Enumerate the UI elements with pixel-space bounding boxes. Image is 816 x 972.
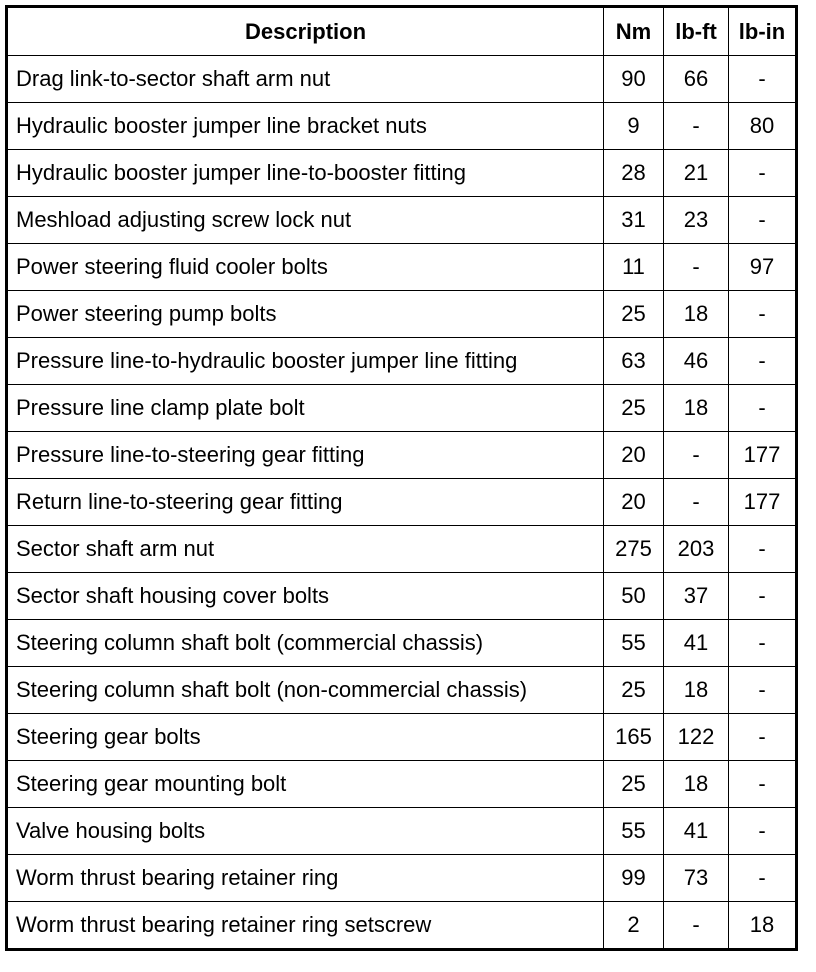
table-row — [7, 573, 797, 620]
table-row — [7, 855, 797, 902]
table-header — [7, 7, 797, 56]
row-description-cell: Pressure line-to-hydraulic booster jumper line fitting — [7, 338, 604, 385]
row-lbft-cell: 18 — [664, 761, 729, 808]
row-lbft-cell: 122 — [664, 714, 729, 761]
table-row — [7, 620, 797, 667]
row-description-cell: Sector shaft housing cover bolts — [7, 573, 604, 620]
header-nm: Nm — [604, 7, 664, 56]
table-row — [7, 808, 797, 855]
table-row — [7, 150, 797, 197]
header-lbin: lb-in — [729, 7, 797, 56]
row-nm-cell: 275 — [604, 526, 664, 573]
table-body — [7, 56, 797, 950]
header-row — [7, 7, 797, 56]
row-description-cell: Return line-to-steering gear fitting — [7, 479, 604, 526]
row-nm-cell: 20 — [604, 479, 664, 526]
row-lbft-cell: 41 — [664, 620, 729, 667]
table-row — [7, 385, 797, 432]
row-lbin-cell: - — [729, 197, 797, 244]
row-lbft-cell: 37 — [664, 573, 729, 620]
row-lbft-cell: - — [664, 432, 729, 479]
row-lbft-cell: - — [664, 902, 729, 950]
row-description-cell: Steering column shaft bolt (commercial chassis) — [7, 620, 604, 667]
row-lbin-cell: 177 — [729, 432, 797, 479]
header-description: Description — [7, 7, 604, 56]
row-lbft-cell: 46 — [664, 338, 729, 385]
row-lbin-cell: - — [729, 714, 797, 761]
table-row — [7, 103, 797, 150]
torque-specifications-table — [5, 5, 798, 951]
row-nm-cell: 25 — [604, 761, 664, 808]
table-row — [7, 197, 797, 244]
row-lbin-cell: 80 — [729, 103, 797, 150]
row-lbin-cell: - — [729, 150, 797, 197]
row-lbin-cell: 177 — [729, 479, 797, 526]
row-lbin-cell: 97 — [729, 244, 797, 291]
row-description-cell: Pressure line clamp plate bolt — [7, 385, 604, 432]
row-lbin-cell: - — [729, 761, 797, 808]
row-description-cell: Steering column shaft bolt (non-commercial chassis) — [7, 667, 604, 714]
row-nm-cell: 31 — [604, 197, 664, 244]
row-description-cell: Pressure line-to-steering gear fitting — [7, 432, 604, 479]
row-description-cell: Power steering fluid cooler bolts — [7, 244, 604, 291]
row-description-cell: Steering gear bolts — [7, 714, 604, 761]
row-lbft-cell: 66 — [664, 56, 729, 103]
table-row — [7, 56, 797, 103]
torque-specifications-table-container — [5, 5, 795, 951]
row-nm-cell: 63 — [604, 338, 664, 385]
row-nm-cell: 55 — [604, 620, 664, 667]
row-lbft-cell: 203 — [664, 526, 729, 573]
row-nm-cell: 28 — [604, 150, 664, 197]
row-lbin-cell: - — [729, 385, 797, 432]
row-description-cell: Sector shaft arm nut — [7, 526, 604, 573]
row-description-cell: Worm thrust bearing retainer ring — [7, 855, 604, 902]
row-nm-cell: 99 — [604, 855, 664, 902]
row-lbin-cell: 18 — [729, 902, 797, 950]
row-description-cell: Worm thrust bearing retainer ring setscrew — [7, 902, 604, 950]
row-lbin-cell: - — [729, 808, 797, 855]
row-description-cell: Power steering pump bolts — [7, 291, 604, 338]
table-row — [7, 526, 797, 573]
row-description-cell: Steering gear mounting bolt — [7, 761, 604, 808]
row-lbft-cell: 73 — [664, 855, 729, 902]
row-lbft-cell: 18 — [664, 385, 729, 432]
row-nm-cell: 2 — [604, 902, 664, 950]
row-lbft-cell: 41 — [664, 808, 729, 855]
row-lbin-cell: - — [729, 573, 797, 620]
row-lbin-cell: - — [729, 620, 797, 667]
row-nm-cell: 165 — [604, 714, 664, 761]
row-nm-cell: 25 — [604, 291, 664, 338]
row-lbft-cell: - — [664, 244, 729, 291]
row-lbft-cell: - — [664, 103, 729, 150]
row-description-cell: Drag link-to-sector shaft arm nut — [7, 56, 604, 103]
header-lbft: lb-ft — [664, 7, 729, 56]
row-nm-cell: 25 — [604, 667, 664, 714]
row-lbin-cell: - — [729, 855, 797, 902]
table-row — [7, 902, 797, 950]
table-row — [7, 432, 797, 479]
row-lbin-cell: - — [729, 667, 797, 714]
table-row — [7, 338, 797, 385]
row-lbin-cell: - — [729, 526, 797, 573]
table-row — [7, 244, 797, 291]
row-nm-cell: 55 — [604, 808, 664, 855]
row-nm-cell: 11 — [604, 244, 664, 291]
row-nm-cell: 9 — [604, 103, 664, 150]
row-lbft-cell: - — [664, 479, 729, 526]
table-row — [7, 714, 797, 761]
row-lbin-cell: - — [729, 338, 797, 385]
row-lbft-cell: 21 — [664, 150, 729, 197]
row-nm-cell: 90 — [604, 56, 664, 103]
row-description-cell: Hydraulic booster jumper line bracket nuts — [7, 103, 604, 150]
table-row — [7, 479, 797, 526]
table-row — [7, 761, 797, 808]
row-nm-cell: 25 — [604, 385, 664, 432]
row-lbin-cell: - — [729, 56, 797, 103]
row-lbft-cell: 23 — [664, 197, 729, 244]
row-lbin-cell: - — [729, 291, 797, 338]
row-nm-cell: 20 — [604, 432, 664, 479]
row-nm-cell: 50 — [604, 573, 664, 620]
row-description-cell: Hydraulic booster jumper line-to-booster fitting — [7, 150, 604, 197]
row-description-cell: Meshload adjusting screw lock nut — [7, 197, 604, 244]
row-lbft-cell: 18 — [664, 667, 729, 714]
row-description-cell: Valve housing bolts — [7, 808, 604, 855]
table-row — [7, 667, 797, 714]
row-lbft-cell: 18 — [664, 291, 729, 338]
table-row — [7, 291, 797, 338]
